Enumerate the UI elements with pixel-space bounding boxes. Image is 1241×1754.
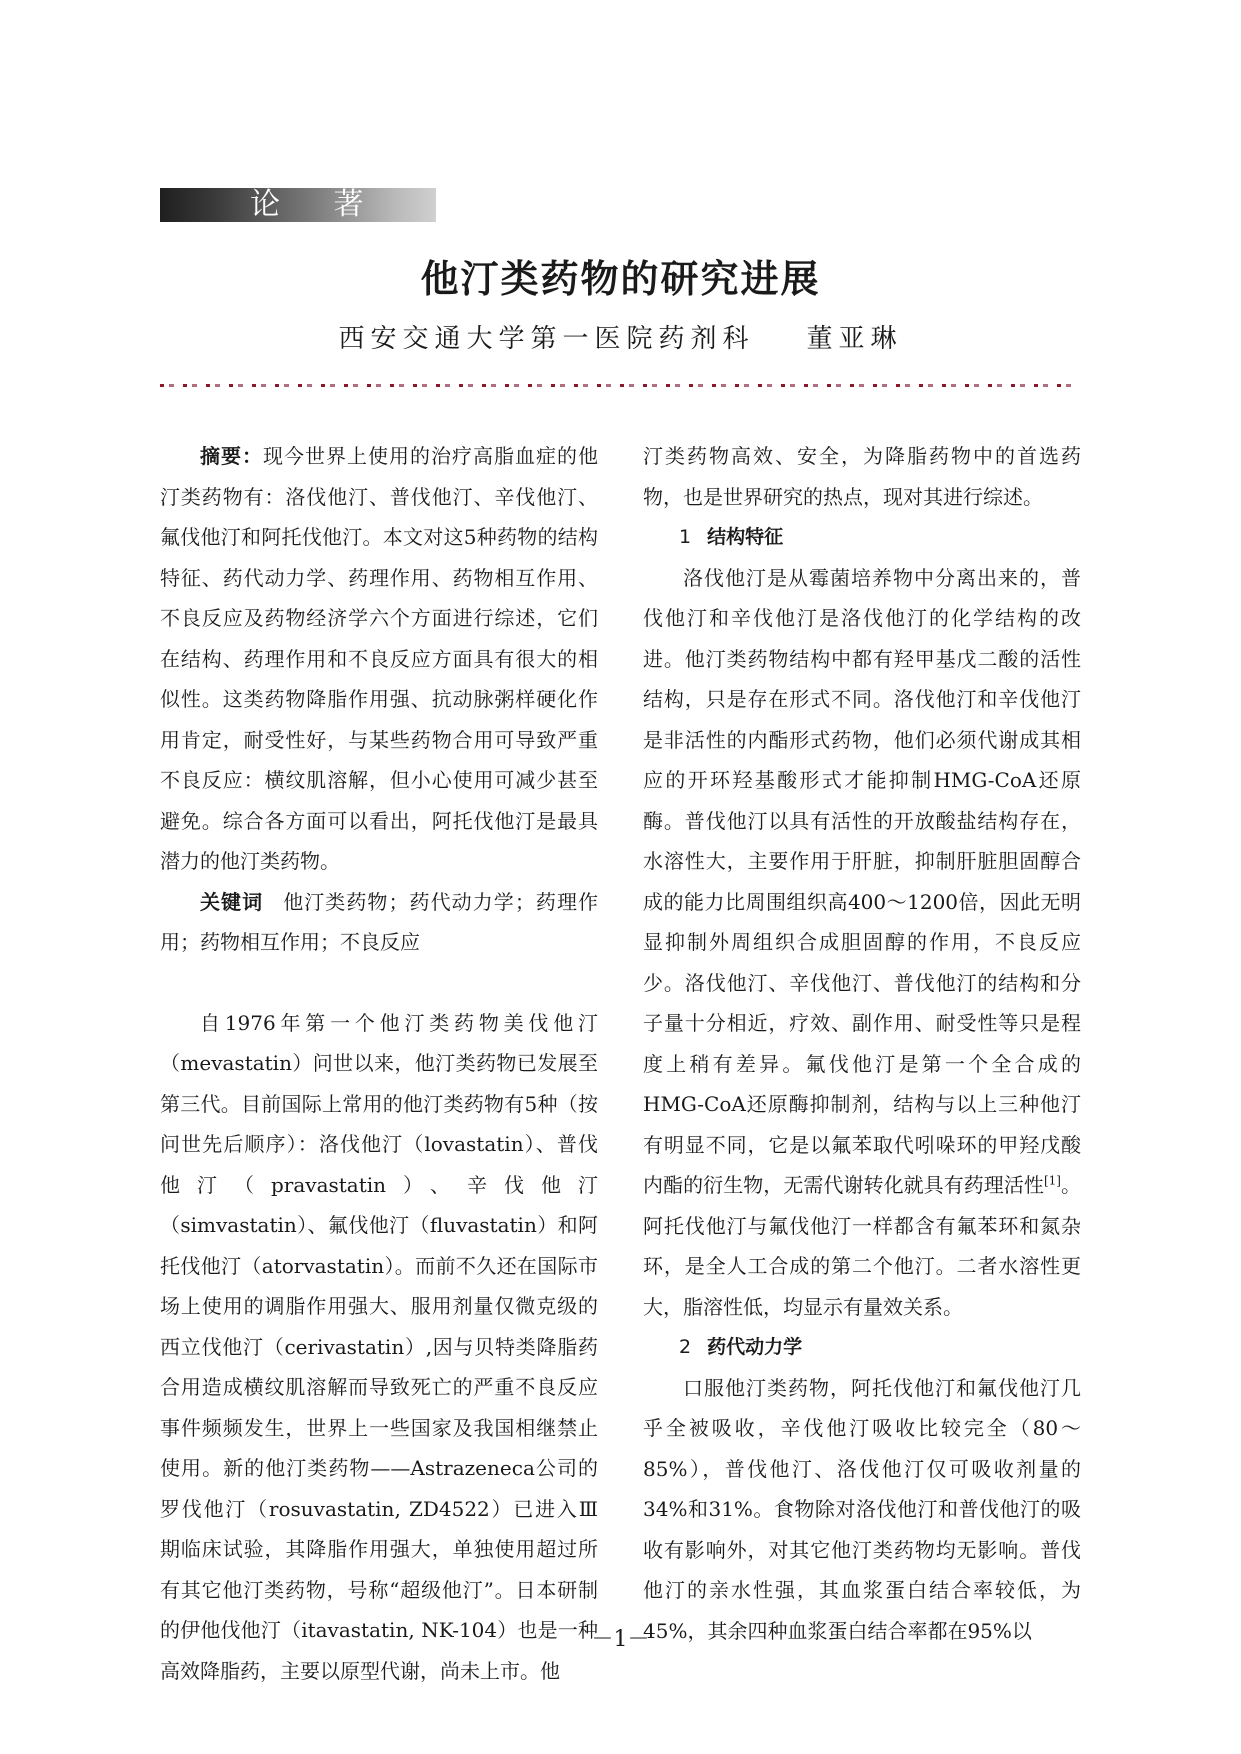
section-banner — [160, 188, 436, 222]
section-heading-text: 药代动力学 — [707, 1336, 803, 1358]
decorative-divider — [160, 378, 1080, 392]
keywords-paragraph — [160, 882, 598, 963]
right-column — [643, 436, 1081, 1651]
section-number: 2 — [679, 1336, 692, 1358]
page-number: －1－ — [591, 1627, 650, 1652]
citation-ref: [1] — [1043, 1173, 1061, 1188]
intro-continuation: 汀类药物高效、安全，为降脂药物中的首选药物，也是世界研究的热点，现对其进行综述。 — [643, 444, 1081, 509]
intro-paragraph: 自1976年第一个他汀类药物美伐他汀（mevastatin）问世以来，他汀类药物已发展至第三代。目前国际上常用的他汀类药物有5种（按问世先后顺序）：洛伐他汀（lovastatin）、普伐他汀（pravastatin）、辛伐他汀（simvastatin）、氟伐他汀（fluvastatin）和阿托伐他汀（atorvastatin）。而前不久还在国际市场上使用的调脂作用强大、服用剂量仅微克级的西立伐他汀（cerivastatin）,因与贝特类降脂药合用造成横纹肌溶解而导致死亡的严重不良反应事件频频发生，世界上一些国家及我国相继禁止使用。新的他汀类药物——Astrazeneca公司的罗伐他汀（rosuvastatin, ZD4522）已进入Ⅲ期临床试验，其降脂作用强大，单独使用超过所有其它他汀类药物，号称“超级他汀”。日本研制的伊他伐他汀（itavastatin, NK-104）也是一种高效降脂药，主要以原型代谢，尚未上市。他 — [160, 1010, 598, 1683]
section-heading-text: 结构特征 — [707, 526, 784, 548]
section-heading-1 — [643, 517, 1081, 558]
section-number: 1 — [679, 526, 692, 548]
author-affiliation: 西安交通大学第一医院药剂科 — [338, 324, 755, 354]
author-name: 董亚琳 — [806, 324, 903, 354]
section-2-paragraph: 口服他汀类药物，阿托伐他汀和氟伐他汀几乎全被吸收，辛伐他汀吸收比较完全（80～85%），普伐他汀、洛伐他汀仅可吸收剂量的34%和31%。食物除对洛伐他汀和普伐他汀的吸收有影响外，对其它他汀类药物均无影响。普伐他汀的亲水性强，其血浆蛋白结合率较低，为45%，其余四种血浆蛋白结合率都在95%以 — [643, 1375, 1081, 1643]
keywords-text: 他汀类药物；药代动力学；药理作用；药物相互作用；不良反应 — [160, 889, 599, 954]
abstract-label: 摘要： — [200, 444, 263, 468]
section-label: 论 著 — [250, 187, 386, 222]
keywords-label: 关键词 — [200, 889, 264, 914]
abstract-text: 现今世界上使用的治疗高脂血症的他汀类药物有：洛伐他汀、普伐他汀、辛伐他汀、氟伐他汀和阿托伐他汀。本文对这5种药物的结构特征、药代动力学、药理作用、药物相互作用、不良反应及药物经济学六个方面进行综述，它们在结构、药理作用和不良反应方面具有很大的相似性。这类药物降脂作用强、抗动脉粥样硬化作用肯定，耐受性好，与某些药物合用可导致严重不良反应：横纹肌溶解，但小心使用可减少甚至避免。综合各方面可以看出，阿托伐他汀是最具潜力的他汀类药物。 — [160, 444, 598, 873]
author-line — [0, 318, 1241, 355]
section-heading-2 — [643, 1327, 1081, 1368]
article-title: 他汀类药物的研究进展 — [420, 257, 821, 301]
abstract-paragraph — [160, 436, 598, 882]
section-1-paragraph: 洛伐他汀是从霉菌培养物中分离出来的，普伐他汀和辛伐他汀是洛伐他汀的化学结构的改进。他汀类药物结构中都有羟甲基戊二酸的活性结构，只是存在形式不同。洛伐他汀和辛伐他汀是非活性的内酯形式药物，他们必须代谢成其相应的开环羟基酸形式才能抑制HMG-CoA还原酶。普伐他汀以具有活性的开放酸盐结构存在，水溶性大，主要作用于肝脏，抑制肝脏胆固醇合成的能力比周围组织高400～1200倍，因此无明显抑制外周组织合成胆固醇的作用，不良反应少。洛伐他汀、辛伐他汀、普伐他汀的结构和分子量十分相近，疗效、副作用、耐受性等只是程度上稍有差异。氟伐他汀是第一个全合成的HMG-CoA还原酶抑制剂，结构与以上三种他汀有明显不同，它是以氟苯取代吲哚环的甲羟戊酸内酯的衍生物，无需代谢转化就具有药理活性[1]。阿托伐他汀与氟伐他汀一样都含有氟苯环和氮杂环，是全人工合成的第二个他汀。二者水溶性更大，脂溶性低，均显示有量效关系。 — [643, 565, 1082, 1319]
left-column — [160, 436, 598, 1691]
